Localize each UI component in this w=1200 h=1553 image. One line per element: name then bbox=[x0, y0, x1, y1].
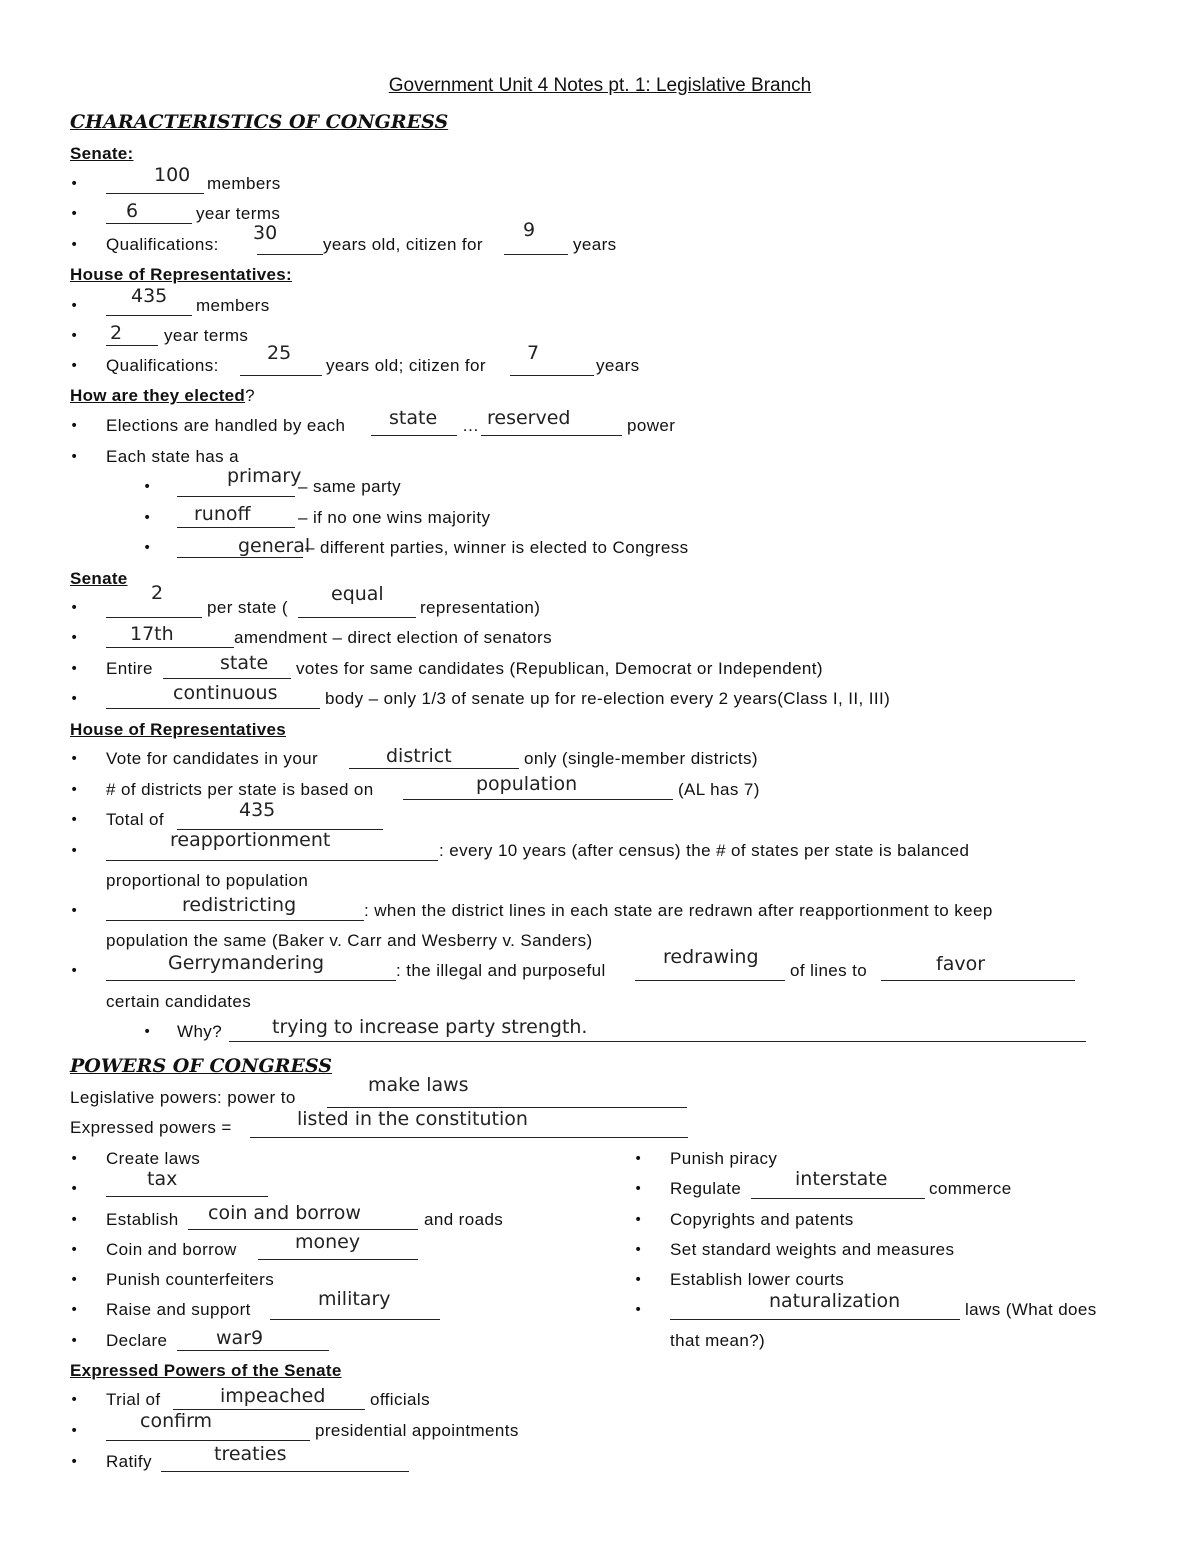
blank-line bbox=[177, 496, 295, 497]
bullet: • bbox=[634, 1151, 643, 1167]
blank-line bbox=[163, 678, 291, 679]
blank-line bbox=[177, 1350, 329, 1351]
bullet: • bbox=[70, 1302, 79, 1318]
power-raise-answer: military bbox=[318, 1288, 391, 1310]
blank-line bbox=[106, 315, 192, 316]
power-naturalization-suffix: laws (What does bbox=[965, 1300, 1097, 1319]
house2-l1-prefix: Vote for candidates in your bbox=[106, 749, 319, 768]
bullet: • bbox=[70, 782, 79, 798]
house-age-answer: 25 bbox=[267, 342, 292, 364]
senate2-l2-text: amendment – direct election of senators bbox=[234, 628, 552, 647]
house2-l6-cont: certain candidates bbox=[106, 992, 252, 1011]
senate2-l3-prefix: Entire bbox=[106, 659, 153, 678]
house-members-answer: 435 bbox=[131, 285, 168, 307]
bullet: • bbox=[634, 1272, 643, 1288]
power-courts: Establish lower courts bbox=[670, 1270, 845, 1289]
why-answer: trying to increase party strength. bbox=[272, 1016, 588, 1038]
senate-trial-answer: impeached bbox=[220, 1385, 326, 1407]
senate-members-text: members bbox=[207, 174, 281, 193]
senate-ratify-prefix: Ratify bbox=[106, 1452, 152, 1471]
bullet: • bbox=[143, 1024, 152, 1040]
blank-line bbox=[510, 375, 594, 376]
blank-line bbox=[403, 799, 673, 800]
power-regulate-prefix: Regulate bbox=[670, 1179, 742, 1198]
blank-line bbox=[298, 617, 416, 618]
blank-line bbox=[881, 980, 1075, 981]
bullet: • bbox=[70, 661, 79, 677]
power-naturalization-answer: naturalization bbox=[769, 1290, 901, 1312]
section-heading-characteristics: CHARACTERISTICS OF CONGRESS bbox=[70, 111, 449, 133]
elected-answer-primary: primary bbox=[227, 465, 302, 487]
power-regulate-suffix: commerce bbox=[929, 1179, 1012, 1198]
expressed-prefix: Expressed powers = bbox=[70, 1118, 232, 1137]
bullet: • bbox=[70, 1272, 79, 1288]
power-establish-prefix: Establish bbox=[106, 1210, 179, 1229]
power-punish-piracy: Punish piracy bbox=[670, 1149, 778, 1168]
house2-l2-suffix: (AL has 7) bbox=[678, 780, 760, 799]
power-declare-answer: war9 bbox=[216, 1327, 264, 1349]
bullet: • bbox=[70, 206, 79, 222]
power-copyrights: Copyrights and patents bbox=[670, 1210, 854, 1229]
senate2-answer-2: 2 bbox=[151, 582, 164, 604]
house2-l3-prefix: Total of bbox=[106, 810, 165, 829]
elected-line1-prefix: Elections are handled by each bbox=[106, 416, 346, 435]
blank-line bbox=[161, 1471, 409, 1472]
power-naturalization-cont: that mean?) bbox=[670, 1331, 766, 1350]
bullet: • bbox=[70, 328, 79, 344]
power-tax-answer: tax bbox=[147, 1168, 178, 1190]
bullet: • bbox=[70, 843, 79, 859]
house-qual-mid: years old; citizen for bbox=[326, 356, 486, 375]
bullet: • bbox=[70, 358, 79, 374]
elected-answer-state: state bbox=[389, 407, 438, 429]
bullet: • bbox=[70, 237, 79, 253]
elected-sub3-text: – different parties, winner is elected to Congress bbox=[305, 538, 689, 557]
house2-answer-population: population bbox=[476, 773, 578, 795]
bullet: • bbox=[70, 751, 79, 767]
blank-line bbox=[270, 1319, 440, 1320]
blank-line bbox=[240, 375, 322, 376]
bullet: • bbox=[70, 630, 79, 646]
senate-trial-suffix: officials bbox=[370, 1390, 430, 1409]
elected-line2: Each state has a bbox=[106, 447, 240, 466]
elected-line1-suffix: power bbox=[627, 416, 676, 435]
legislative-prefix: Legislative powers: power to bbox=[70, 1088, 296, 1107]
blank-line bbox=[250, 1137, 688, 1138]
elected-heading-text: How are they elected bbox=[70, 386, 246, 405]
senate-heading: Senate: bbox=[70, 144, 134, 163]
power-regulate-answer: interstate bbox=[795, 1168, 888, 1190]
power-coin-prefix: Coin and borrow bbox=[106, 1240, 237, 1259]
senate-ratify-answer: treaties bbox=[214, 1443, 287, 1465]
power-establish-suffix: and roads bbox=[424, 1210, 504, 1229]
power-create-laws: Create laws bbox=[106, 1149, 201, 1168]
blank-line bbox=[106, 1196, 268, 1197]
blank-line bbox=[106, 617, 202, 618]
blank-line bbox=[106, 345, 158, 346]
blank-line bbox=[106, 1440, 310, 1441]
house2-l6-suffix: of lines to bbox=[790, 961, 868, 980]
blank-line bbox=[177, 557, 303, 558]
house2-answer-gerrymandering: Gerrymandering bbox=[168, 952, 325, 974]
senate-members-answer: 100 bbox=[154, 164, 191, 186]
elected-line1-mid: … bbox=[462, 416, 480, 435]
house2-answer-redrawing: redrawing bbox=[663, 946, 759, 968]
bullet: • bbox=[70, 1151, 79, 1167]
bullet: • bbox=[70, 1181, 79, 1197]
blank-line bbox=[635, 980, 785, 981]
senate-citizen-answer: 9 bbox=[523, 219, 536, 241]
senate-appoint-answer: confirm bbox=[140, 1410, 213, 1432]
senate-powers-heading: Expressed Powers of the Senate bbox=[70, 1361, 342, 1380]
senate2-l1-suffix: representation) bbox=[420, 598, 541, 617]
senate-qual-mid: years old, citizen for bbox=[323, 235, 483, 254]
house2-answer-favor: favor bbox=[936, 953, 986, 975]
power-coin-answer: money bbox=[295, 1231, 361, 1253]
bullet: • bbox=[70, 176, 79, 192]
elected-heading-q: ? bbox=[245, 386, 255, 405]
senate2-l1-mid: per state ( bbox=[207, 598, 288, 617]
house2-l6-mid: : the illegal and purposeful bbox=[396, 961, 606, 980]
house-members-text: members bbox=[196, 296, 270, 315]
house2-l5-cont: population the same (Baker v. Carr and Wesberry v. Sanders) bbox=[106, 931, 593, 950]
house-terms-text: year terms bbox=[164, 326, 249, 345]
bullet: • bbox=[70, 298, 79, 314]
elected-sub1-text: – same party bbox=[298, 477, 402, 496]
senate-trial-prefix: Trial of bbox=[106, 1390, 161, 1409]
senate2-answer-continuous: continuous bbox=[173, 682, 278, 704]
blank-line bbox=[371, 435, 457, 436]
bullet: • bbox=[634, 1242, 643, 1258]
power-establish-answer: coin and borrow bbox=[208, 1202, 361, 1224]
house2-answer-district: district bbox=[386, 745, 452, 767]
house2-l5-text: : when the district lines in each state are redrawn after reapportionment to keep bbox=[364, 901, 993, 920]
bullet: • bbox=[70, 1242, 79, 1258]
why-label: Why? bbox=[177, 1022, 223, 1041]
senate-appoint-suffix: presidential appointments bbox=[315, 1421, 519, 1440]
senate2-answer-state: state bbox=[220, 652, 269, 674]
page-title: Government Unit 4 Notes pt. 1: Legislative Branch bbox=[388, 75, 812, 96]
house2-l1-suffix: only (single-member districts) bbox=[524, 749, 758, 768]
house-qual-suffix: years bbox=[596, 356, 640, 375]
blank-line bbox=[106, 193, 204, 194]
senate2-l3-suffix: votes for same candidates (Republican, Democrat or Independent) bbox=[296, 659, 823, 678]
bullet: • bbox=[70, 812, 79, 828]
blank-line bbox=[106, 920, 364, 921]
bullet: • bbox=[634, 1212, 643, 1228]
bullet: • bbox=[70, 449, 79, 465]
house-citizen-answer: 7 bbox=[527, 342, 540, 364]
house-terms-answer: 2 bbox=[110, 322, 123, 344]
senate2-answer-17th: 17th bbox=[130, 623, 174, 645]
elected-answer-runoff: runoff bbox=[194, 503, 251, 525]
senate-qual-suffix: years bbox=[573, 235, 617, 254]
blank-line bbox=[349, 768, 519, 769]
bullet: • bbox=[70, 1212, 79, 1228]
elected-answer-reserved: reserved bbox=[487, 407, 571, 429]
bullet: • bbox=[70, 418, 79, 434]
bullet: • bbox=[70, 1392, 79, 1408]
power-punish-counterfeiters: Punish counterfeiters bbox=[106, 1270, 275, 1289]
bullet: • bbox=[70, 1333, 79, 1349]
senate-terms-answer: 6 bbox=[126, 200, 139, 222]
senate2-heading: Senate bbox=[70, 569, 128, 588]
blank-line bbox=[751, 1198, 925, 1199]
section-heading-powers: POWERS OF CONGRESS bbox=[70, 1055, 333, 1077]
blank-line bbox=[106, 223, 192, 224]
bullet: • bbox=[70, 600, 79, 616]
blank-line bbox=[177, 527, 295, 528]
blank-line bbox=[106, 708, 320, 709]
bullet: • bbox=[70, 903, 79, 919]
bullet: • bbox=[70, 1454, 79, 1470]
blank-line bbox=[229, 1041, 1086, 1042]
blank-line bbox=[106, 647, 234, 648]
blank-line bbox=[188, 1229, 418, 1230]
senate2-answer-equal: equal bbox=[331, 583, 384, 605]
elected-answer-general: general bbox=[238, 535, 311, 557]
elected-heading bbox=[70, 386, 255, 406]
bullet: • bbox=[70, 1423, 79, 1439]
house2-l2-prefix: # of districts per state is based on bbox=[106, 780, 374, 799]
senate-qual-prefix: Qualifications: bbox=[106, 235, 219, 254]
elected-sub2-text: – if no one wins majority bbox=[298, 508, 491, 527]
power-declare-prefix: Declare bbox=[106, 1331, 168, 1350]
blank-line bbox=[504, 254, 568, 255]
blank-line bbox=[481, 435, 622, 436]
power-raise-prefix: Raise and support bbox=[106, 1300, 251, 1319]
house2-l4-cont: proportional to population bbox=[106, 871, 309, 890]
senate-terms-text: year terms bbox=[196, 204, 281, 223]
bullet: • bbox=[143, 540, 152, 556]
house2-answer-435: 435 bbox=[239, 799, 276, 821]
house2-answer-reapportionment: reapportionment bbox=[170, 829, 331, 851]
bullet: • bbox=[143, 479, 152, 495]
bullet: • bbox=[70, 963, 79, 979]
power-weights: Set standard weights and measures bbox=[670, 1240, 955, 1259]
house2-l4-text: : every 10 years (after census) the # of states per state is balanced bbox=[439, 841, 970, 860]
blank-line bbox=[670, 1319, 960, 1320]
blank-line bbox=[106, 980, 396, 981]
bullet: • bbox=[634, 1181, 643, 1197]
legislative-answer: make laws bbox=[368, 1074, 469, 1096]
blank-line bbox=[106, 860, 438, 861]
house2-heading: House of Representatives bbox=[70, 720, 286, 739]
bullet: • bbox=[143, 510, 152, 526]
senate2-l4-text: body – only 1/3 of senate up for re-election every 2 years(Class I, II, III) bbox=[325, 689, 891, 708]
senate-age-answer: 30 bbox=[253, 222, 278, 244]
bullet: • bbox=[70, 691, 79, 707]
house-heading: House of Representatives: bbox=[70, 265, 292, 284]
expressed-answer: listed in the constitution bbox=[297, 1108, 528, 1130]
house2-answer-redistricting: redistricting bbox=[182, 894, 297, 916]
blank-line bbox=[258, 1259, 418, 1260]
house-qual-prefix: Qualifications: bbox=[106, 356, 219, 375]
blank-line bbox=[257, 254, 323, 255]
bullet: • bbox=[634, 1302, 643, 1318]
